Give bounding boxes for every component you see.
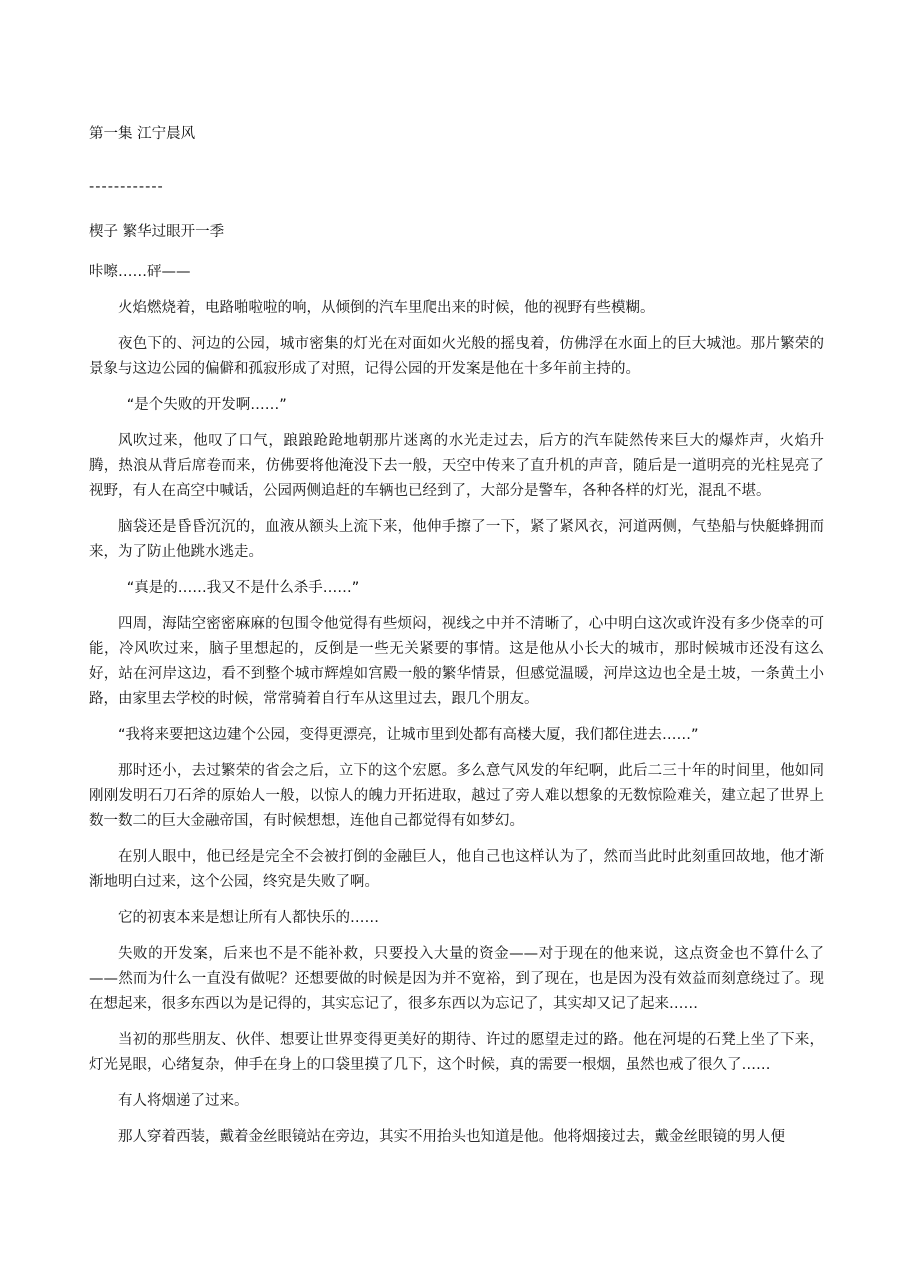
paragraph: 咔嚓……砰—— (89, 264, 191, 280)
paragraph: 那人穿着西装，戴着金丝眼镜站在旁边，其实不用抬头也知道是他。他将烟接过去，戴金丝眼镜的男人便 (118, 1129, 785, 1145)
paragraph: 脑袋还是昏昏沉沉的，血液从额头上流下来，他伸手擦了一下，紧了紧风衣，河道两侧，气垫船与快艇蜂拥而来，为了防止他跳水逃走。 (89, 519, 824, 560)
section-separator: ------------ (89, 179, 164, 195)
paragraph: 在别人眼中，他已经是完全不会被打倒的金融巨人，他自己也这样认为了，然而当此时此刻重回故地，他才渐渐地明白过来，这个公园，终究是失败了啊。 (89, 849, 824, 890)
document-page (89, 122, 824, 1161)
paragraph: 夜色下的、河边的公园，城市密集的灯光在对面如火光般的摇曳着，仿佛浮在水面上的巨大城池。那片繁荣的景象与这边公园的偏僻和孤寂形成了对照，记得公园的开发案是他在十多年前主持的。 (89, 336, 824, 377)
paragraph: 当初的那些朋友、伙伴、想要让世界变得更美好的期待、许过的愿望走过的路。他在河堤的石凳上坐了下来，灯光晃眼，心绪复杂，伸手在身上的口袋里摸了几下，这个时候，真的需要一根烟，虽然也戒了很久了…… (89, 1032, 824, 1073)
paragraph: “我将来要把这边建个公园，变得更漂亮，让城市里到处都有高楼大厦，我们都住进去……” (118, 727, 699, 743)
chapter-title: 第一集 江宁晨风 (89, 126, 196, 142)
paragraph: “真是的……我又不是什么杀手……” (126, 580, 360, 596)
paragraph: 有人将烟递了过来。 (118, 1093, 249, 1109)
paragraph: 失败的开发案，后来也不是不能补救，只要投入大量的资金——对于现在的他来说，这点资金也不算什么了——然而为什么一直没有做呢？还想要做的时候是因为并不宽裕，到了现在，也是因为没有效益而刻意绕过了。现在想起来，很多东西以为是记得的，其实忘记了，很多东西以为忘记了，其实却又记了起来…… (89, 946, 824, 1012)
paragraph: 四周，海陆空密密麻麻的包围令他觉得有些烦闷，视线之中并不清晰了，心中明白这次或许没有多少侥幸的可能，冷风吹过来，脑子里想起的，反倒是一些无关紧要的事情。这是他从小长大的城市，那时候城市还没有这么好，站在河岸这边，看不到整个城市辉煌如宫殿一般的繁华情景，但感觉温暖，河岸这边也全是土坡，一条黄土小路，由家里去学校的时候，常常骑着自行车从这里过去，跟几个朋友。 (89, 616, 824, 707)
paragraph: 它的初衷本来是想让所有人都快乐的…… (118, 910, 379, 926)
paragraph: 火焰燃烧着，电路啪啦啦的响，从倾倒的汽车里爬出来的时候，他的视野有些模糊。 (118, 300, 655, 316)
paragraph: 那时还小，去过繁荣的省会之后，立下的这个宏愿。多么意气风发的年纪啊，此后二三十年的时间里，他如同刚刚发明石刀石斧的原始人一般，以惊人的魄力开拓进取，越过了旁人难以想象的无数惊险难关，建立起了世界上数一数二的巨大金融帝国，有时候想想，连他自己都觉得有如梦幻。 (89, 763, 824, 829)
paragraph: 风吹过来，他叹了口气，踉踉跄跄地朝那片迷离的水光走过去，后方的汽车陡然传来巨大的爆炸声，火焰升腾，热浪从背后席卷而来，仿佛要将他淹没下去一般，天空中传来了直升机的声音，随后是一道明亮的光柱晃亮了视野，有人在高空中喊话，公园两侧追赶的车辆也已经到了，大部分是警车，各种各样的灯光，混乱不堪。 (89, 433, 824, 499)
section-title: 楔子 繁华过眼开一季 (89, 224, 225, 240)
paragraph: “是个失败的开发啊……” (126, 397, 287, 413)
